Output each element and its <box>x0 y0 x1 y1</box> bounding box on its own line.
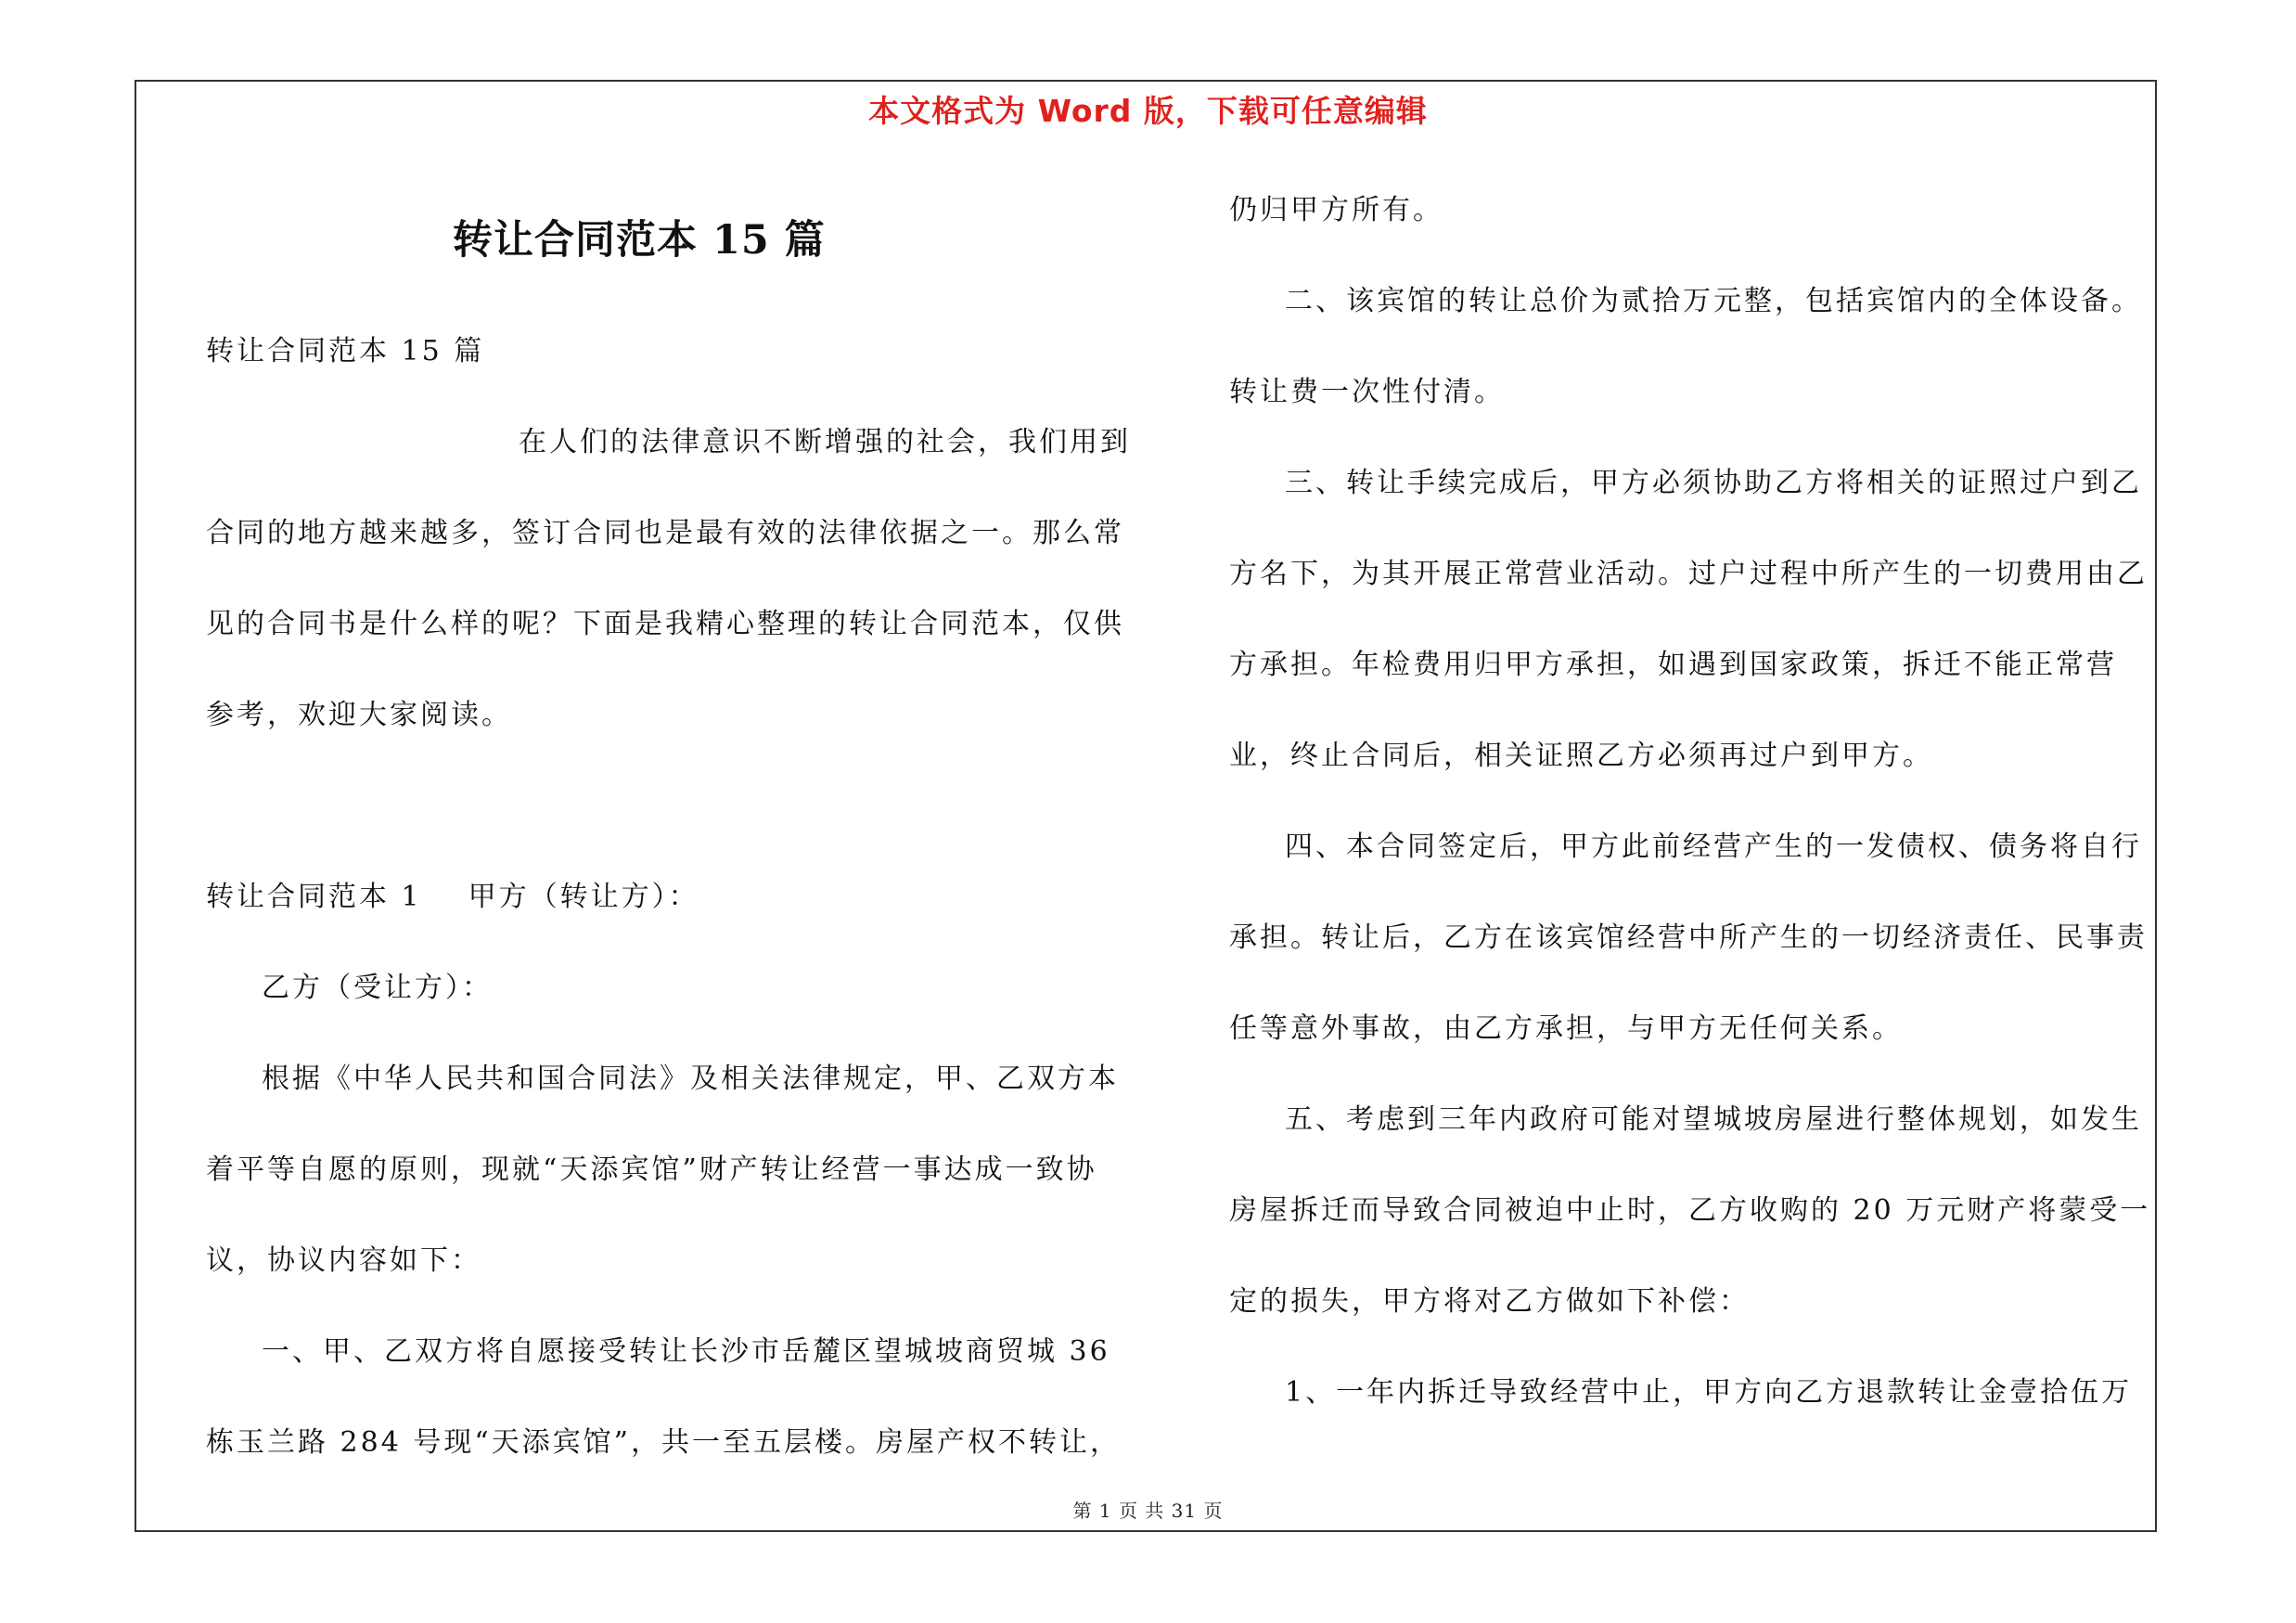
basis-paragraph: 根据《中华人民共和国合同法》及相关法律规定，甲、乙双方本着平等自愿的原则，现就“天添宾馆”财产转让经营一事达成一致协议，协议内容如下： <box>206 1063 1119 1277</box>
section-label: 转让合同范本 1 <box>206 881 422 913</box>
clause-1-continued: 仍归甲方所有。 <box>1229 194 1443 226</box>
paragraph-gap <box>206 761 1138 852</box>
clause-3: 三、转让手续完成后，甲方必须协助乙方将相关的证照过户到乙方名下，为其开展正常营业活动。过户过程中所产生的一切费用由乙方承担。年检费用归甲方承担，如遇到国家政策，拆迁不能正常营业，终止合同后，相关证照乙方必须再过户到甲方。 <box>1229 467 2148 772</box>
intro-paragraph: 在人们的法律意识不断增强的社会，我们用到合同的地方越来越多，签订合同也是最有效的法律依据之一。那么常见的合同书是什么样的呢？下面是我精心整理的转让合同范本，仅供参考，欢迎大家阅读。 <box>206 426 1131 731</box>
clause-5: 五、考虑到三年内政府可能对望城坡房屋进行整体规划，如发生房屋拆迁而导致合同被迫中止时，乙方收购的 20 万元财产将蒙受一定的损失，甲方将对乙方做如下补偿： <box>1229 1103 2151 1318</box>
clause-4: 四、本合同签定后，甲方此前经营产生的一发债权、债务将自行承担。转让后，乙方在该宾馆经营中所产生的一切经济责任、民事责任等意外事故，由乙方承担，与甲方无任何关系。 <box>1229 831 2148 1045</box>
clause-1: 一、甲、乙双方将自愿接受转让长沙市岳麓区望城坡商贸城 36 栋玉兰路 284 号现“天添宾馆”，共一至五层楼。房屋产权不转让， <box>206 1335 1122 1459</box>
clause-2: 二、该宾馆的转让总价为贰拾万元整，包括宾馆内的全体设备。转让费一次性付清。 <box>1229 285 2142 408</box>
subtitle: 转让合同范本 15 篇 <box>206 335 485 367</box>
document-title: 转让合同范本 15 篇 <box>453 217 826 264</box>
party-a-label: 甲方（转让方）： <box>468 881 699 913</box>
format-banner: 本文格式为 Word 版，下载可任意编辑 <box>868 93 1428 129</box>
party-b-label: 乙方（受让方）： <box>262 972 493 1004</box>
left-column <box>206 306 1138 1488</box>
item-1: 1、一年内拆迁导致经营中止，甲方向乙方退款转让金壹拾伍万 <box>1285 1376 2133 1409</box>
page-footer: 第 1 页 共 31 页 <box>1072 1500 1224 1522</box>
section-heading <box>206 852 1138 943</box>
right-column <box>1229 165 2157 1438</box>
